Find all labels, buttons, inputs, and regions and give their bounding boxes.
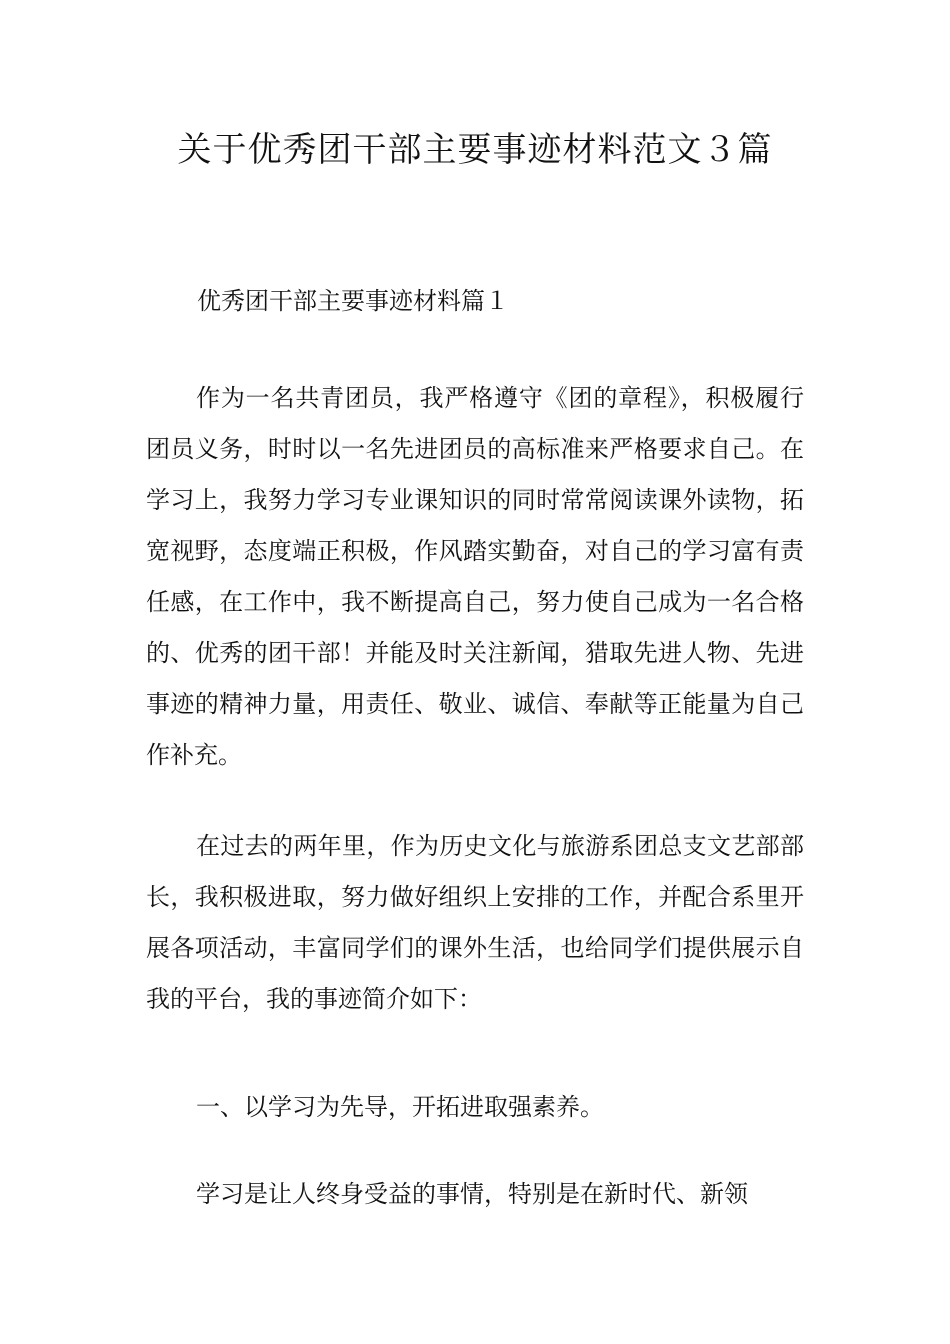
paragraph-1: 作为一名共青团员，我严格遵守《团的章程》，积极履行团员义务，时时以一名先进团员的高标准来严格要求自己。在学习上，我努力学习专业课知识的同时常常阅读课外读物，拓宽视野，态度端正积极，作风踏实勤奋，对自己的学习富有责任感，在工作中，我不断提高自己，努力使自己成为一名合格的、优秀的团干部！并能及时关注新闻，猎取先进人物、先进事迹的精神力量，用责任、敬业、诚信、奉献等正能量为自己作补充。 (146, 384, 804, 769)
section-subheading: 优秀团干部主要事迹材料篇１ (197, 287, 509, 315)
document-title: 关于优秀团干部主要事迹材料范文３篇 (177, 130, 773, 170)
paragraph-2: 在过去的两年里，作为历史文化与旅游系团总支文艺部部长，我积极进取，努力做好组织上安排的工作，并配合系里开展各项活动，丰富同学们的课外生活，也给同学们提供展示自我的平台，我的事迹简介如下： (146, 832, 804, 1013)
paragraph-3: 学习是让人终身受益的事情，特别是在新时代、新领 (196, 1180, 748, 1208)
section-heading-1: 一、以学习为先导，开拓进取强素养。 (196, 1093, 604, 1121)
